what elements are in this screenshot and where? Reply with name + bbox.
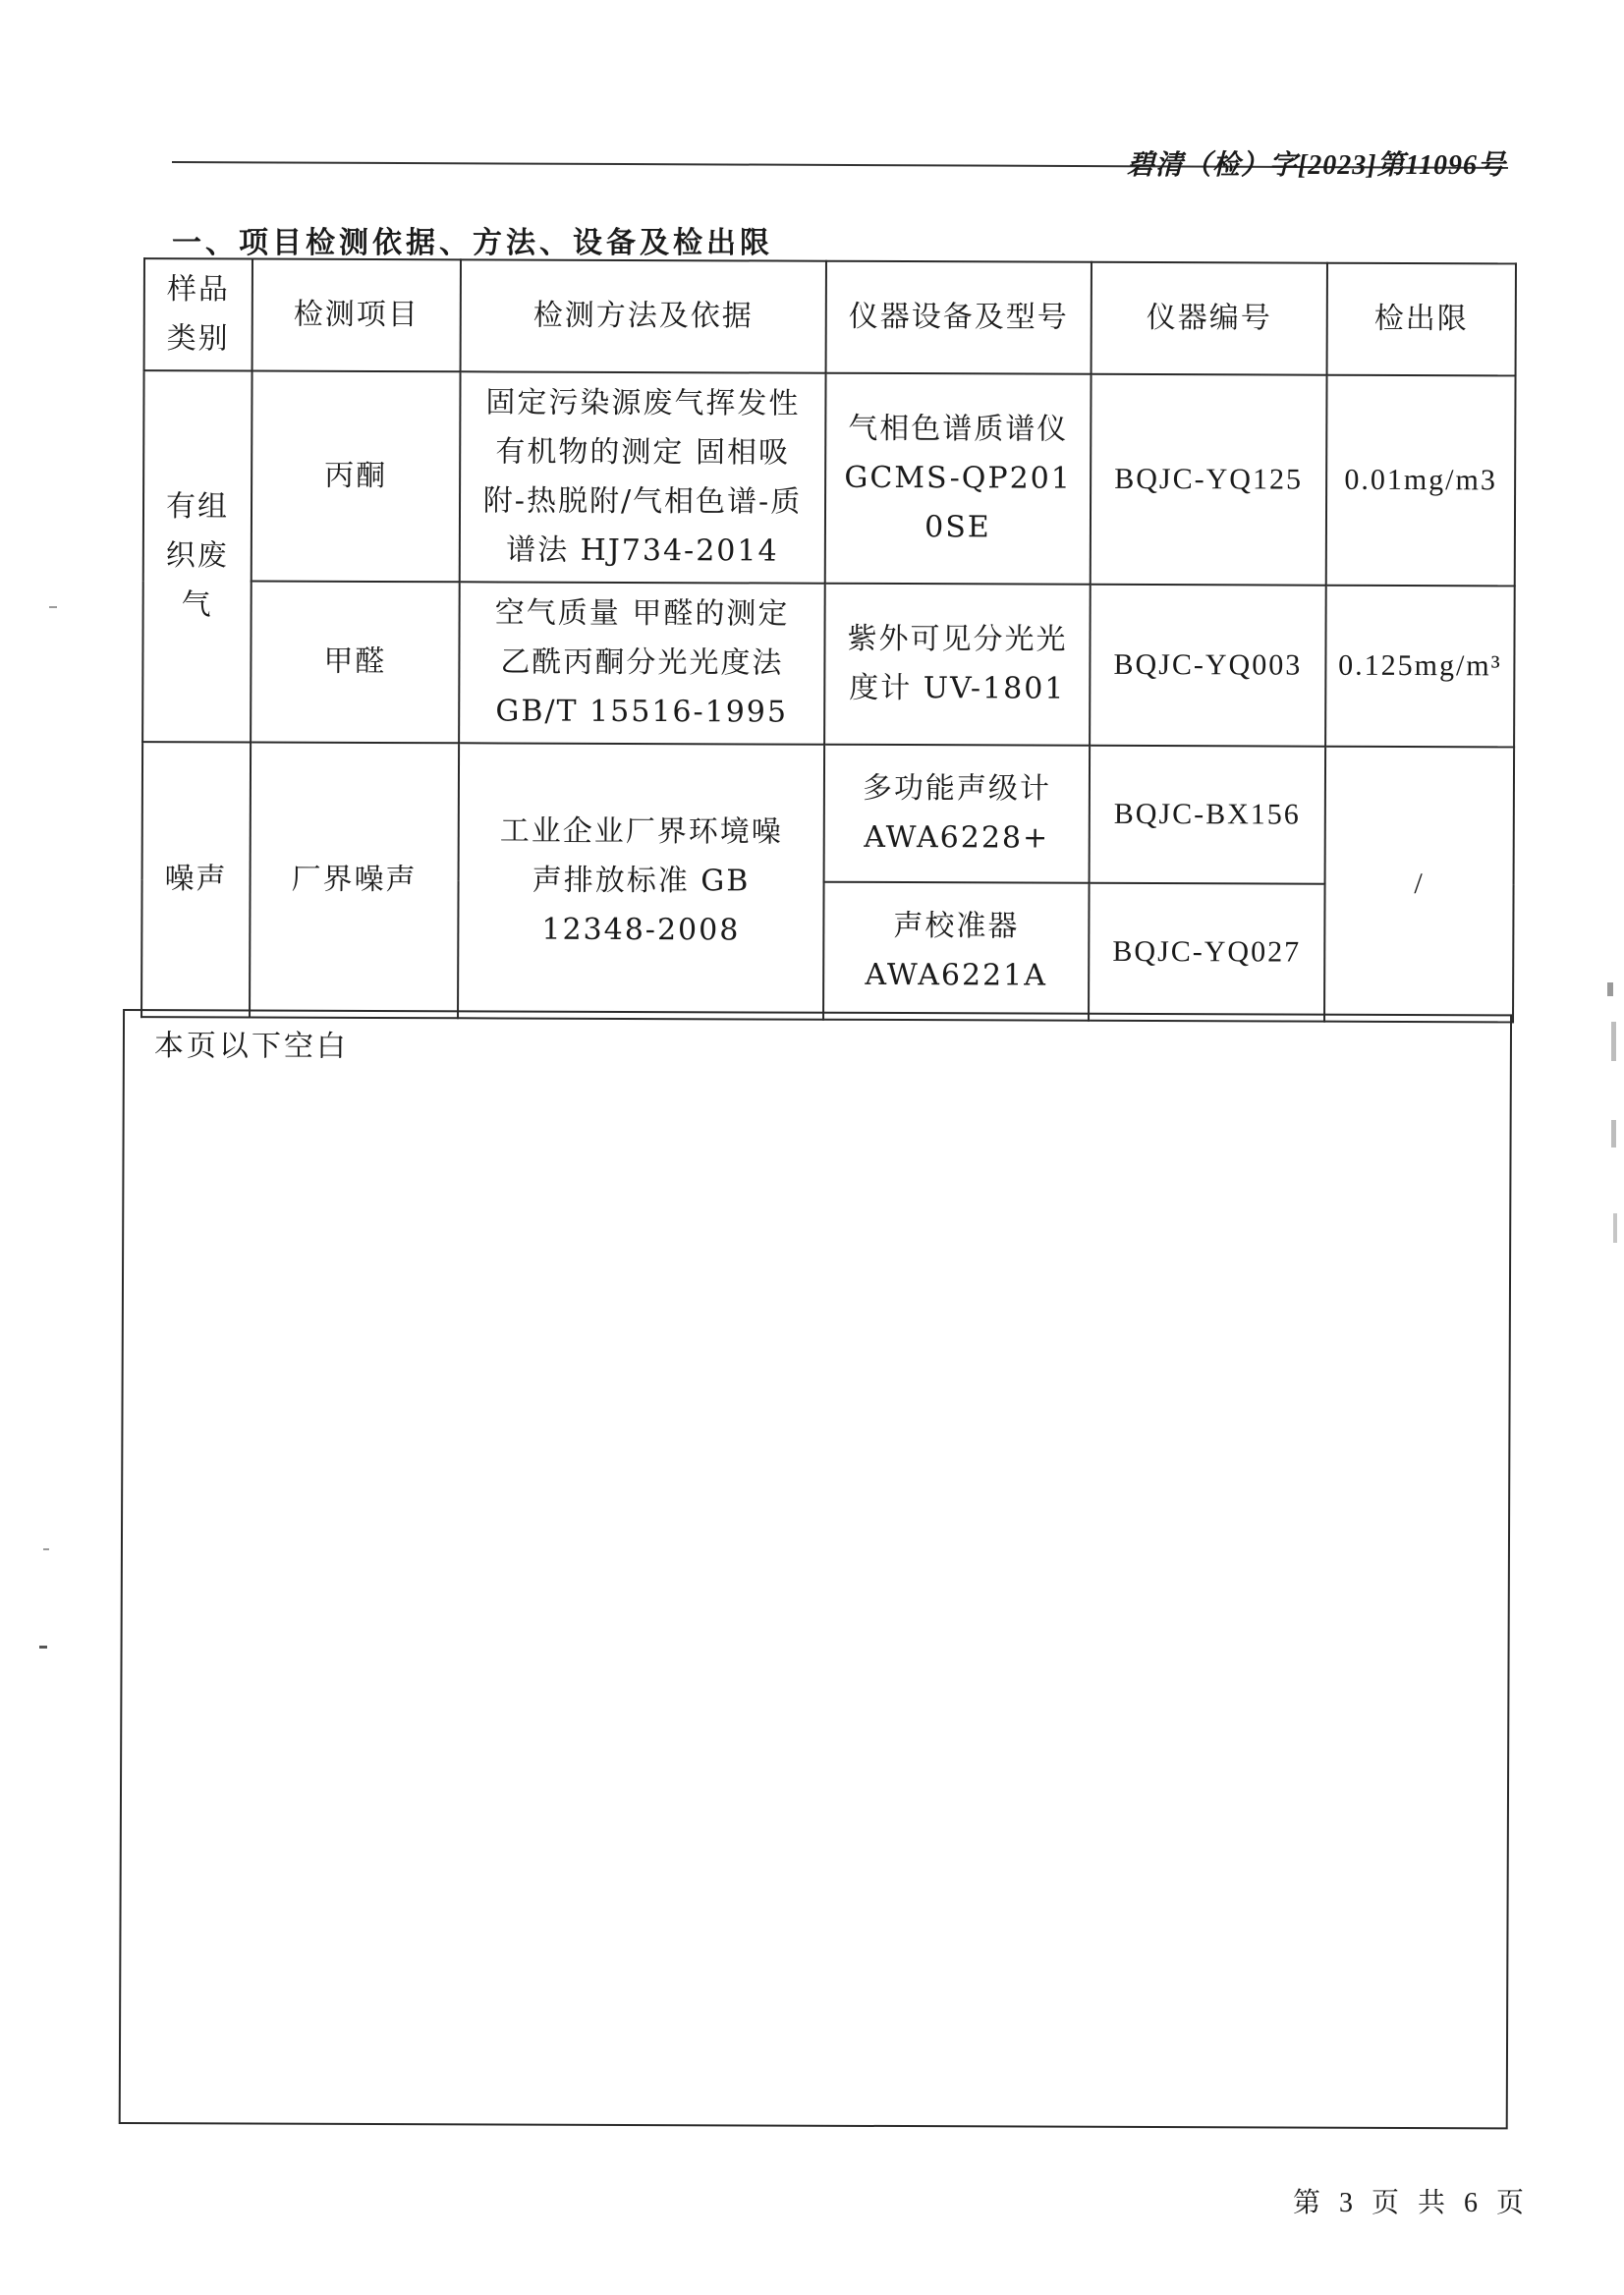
instrument-id-cell: BQJC-YQ027: [1089, 883, 1325, 1022]
report-number: 碧清（检）字[2023]第11096号: [1126, 150, 1506, 181]
scan-speck: [39, 1646, 47, 1649]
section-title: 一、项目检测依据、方法、设备及检出限: [172, 226, 773, 260]
method-cell: 工业企业厂界环境噪声排放标准 GB 12348-2008: [458, 743, 824, 1019]
instrument-cell: 声校准器 AWA6221A: [823, 882, 1090, 1021]
scan-speck: [1611, 1120, 1616, 1148]
category-cell: 有组织废气: [142, 370, 252, 742]
scan-speck: [49, 606, 57, 608]
header-category: 样品类别: [144, 258, 252, 370]
method-table: [140, 257, 1517, 1023]
scan-speck: [1611, 1022, 1616, 1061]
page-footer: 第 3 页 共 6 页: [1293, 2188, 1531, 2218]
header-detection-limit: 检出限: [1327, 263, 1516, 376]
header-instrument: 仪器设备及型号: [826, 261, 1092, 374]
instrument-id-cell: BQJC-BX156: [1090, 746, 1326, 884]
item-cell: 丙酮: [252, 370, 461, 582]
scan-speck: [43, 1548, 49, 1550]
document-sheet: [119, 257, 1515, 2129]
blank-area: [119, 1009, 1512, 2129]
header-instrument-id: 仪器编号: [1092, 262, 1327, 375]
item-cell: 厂界噪声: [250, 742, 459, 1018]
scan-speck: [1613, 1213, 1617, 1243]
item-cell: 甲醛: [251, 581, 460, 743]
table-header-row: [144, 258, 1516, 375]
blank-note: 本页以下空白: [153, 1029, 349, 1064]
method-cell: 固定污染源废气挥发性有机物的测定 固相吸附-热脱附/气相色谱-质谱法 HJ734-2014: [460, 371, 826, 583]
instrument-cell: 多功能声级计 AWA6228+: [824, 745, 1091, 883]
instrument-id-cell: BQJC-YQ003: [1090, 585, 1326, 747]
detection-limit-cell: 0.125mg/m³: [1325, 586, 1515, 748]
header-item: 检测项目: [252, 258, 461, 371]
scan-speck: [1607, 982, 1613, 996]
instrument-cell: 气相色谱质谱仪 GCMS-QP2010SE: [825, 373, 1092, 585]
table-row: [142, 742, 1515, 884]
table-row: [142, 581, 1515, 747]
instrument-id-cell: BQJC-YQ125: [1091, 374, 1327, 586]
detection-limit-cell: 0.01mg/m3: [1326, 375, 1516, 587]
instrument-cell: 紫外可见分光光度计 UV-1801: [824, 584, 1091, 746]
header-method: 检测方法及依据: [461, 259, 826, 372]
table-row: [143, 370, 1516, 586]
method-cell: 空气质量 甲醛的测定 乙酰丙酮分光光度法 GB/T 15516-1995: [459, 582, 825, 744]
category-cell: 噪声: [141, 742, 251, 1017]
detection-limit-cell: /: [1324, 747, 1514, 1023]
